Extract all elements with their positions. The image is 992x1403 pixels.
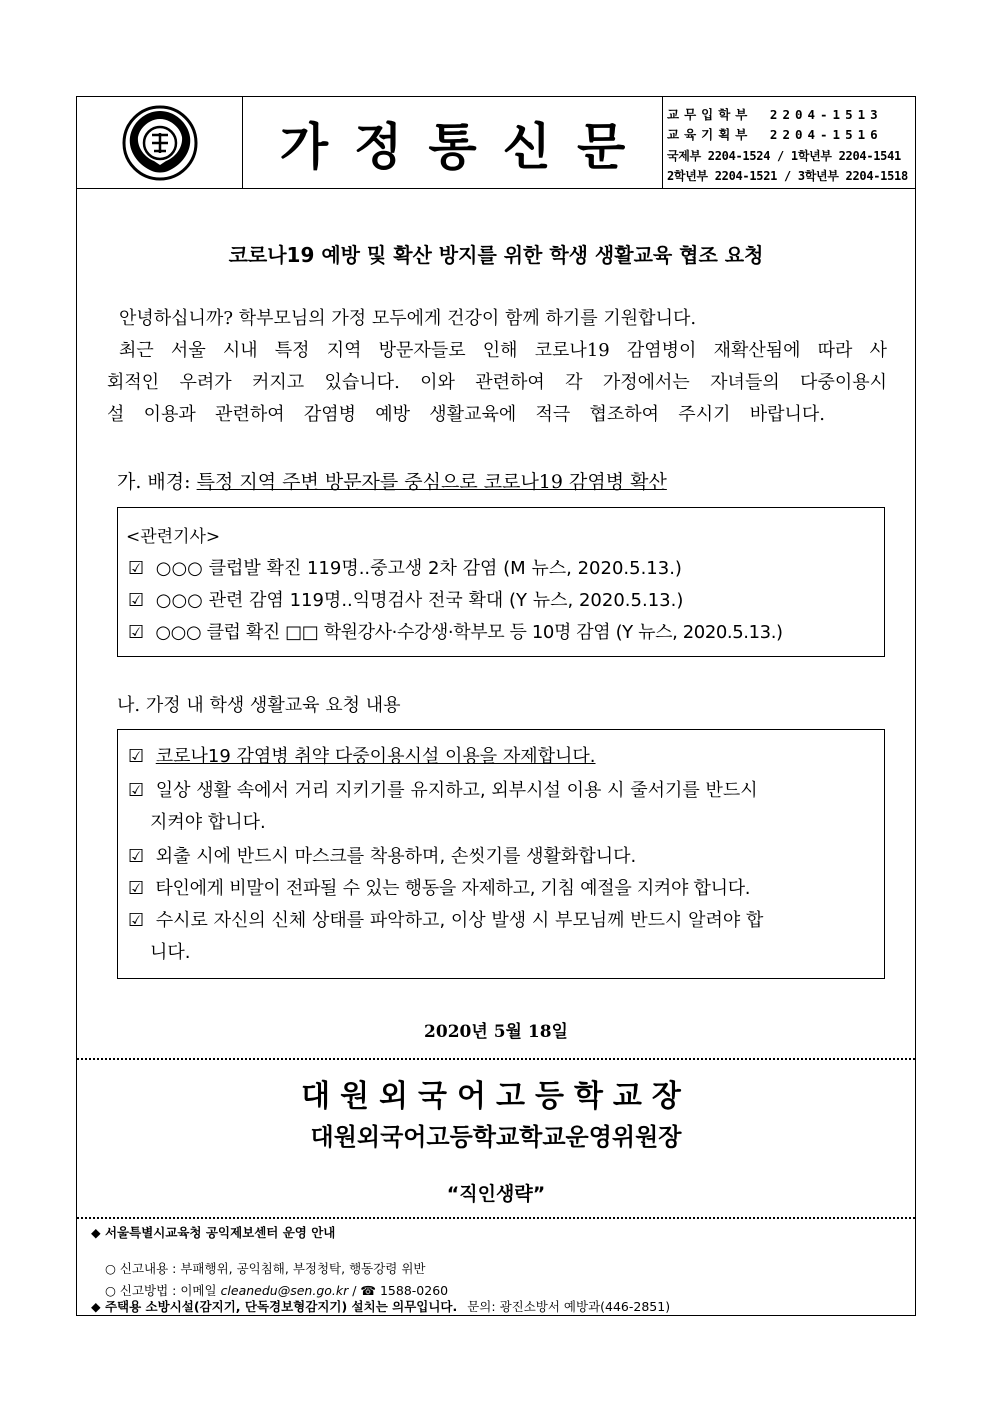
fire-safety-contact: 문의: 광진소방서 예방과(446-2851) <box>467 1299 671 1314</box>
whistleblower-notice-title: ◆ 서울특별시교육청 공익제보센터 운영 안내 <box>91 1225 336 1240</box>
section-background-label: 가. 배경: <box>117 471 191 493</box>
section-request-title: 나. 가정 내 학생 생활교육 요청 내용 <box>117 695 401 716</box>
checkbox-checked-icon: ☑ <box>128 780 145 801</box>
intro-line: 최근 서울 시내 특정 지역 방문자들로 인해 코로나19 감염병이 재확산됨에 따라 사 <box>119 340 887 361</box>
checkbox-checked-icon: ☑ <box>128 622 144 643</box>
contact-line-planning: 교육기획부 2204-1516 <box>667 127 883 142</box>
school-logo-cell <box>77 97 243 188</box>
list-item: ☑ ○○○ 관련 감염 119명..익명검사 전국 확대 (Y 뉴스, 2020.5.13.) <box>128 590 684 611</box>
related-news-heading: <관련기사> <box>126 527 221 547</box>
intro-line: 회적인 우려가 커지고 있습니다. 이와 관련하여 각 가정에서는 자녀들의 다중이용시 <box>107 372 887 393</box>
report-content: ○ 신고내용 : 부패행위, 공익침해, 부정청탁, 행동강령 위반 <box>105 1261 426 1276</box>
header <box>77 97 915 189</box>
checkbox-checked-icon: ☑ <box>128 746 145 767</box>
section-background-text: 특정 지역 주변 방문자를 중심으로 코로나19 감염병 확산 <box>196 471 667 493</box>
list-item: ☑ 수시로 자신의 신체 상태를 파악하고, 이상 발생 시 부모님께 반드시 알려야 합 <box>128 910 764 931</box>
report-email-link[interactable]: cleanedu@sen.go.kr <box>220 1283 349 1298</box>
list-item: ☑ 외출 시에 반드시 마스크를 착용하며, 손씻기를 생활화합니다. <box>128 846 637 867</box>
checkbox-checked-icon: ☑ <box>128 590 145 611</box>
checkbox-checked-icon: ☑ <box>128 558 145 579</box>
notice-frame <box>76 96 916 1316</box>
contact-line-admissions: 교무입학부 2204-1513 <box>667 107 883 122</box>
intro-line: 설 이용과 관련하여 감염병 예방 생활교육에 적극 협조하여 주시기 바랍니다. <box>107 404 825 425</box>
checkbox-checked-icon: ☑ <box>128 910 145 931</box>
document-title: 코로나19 예방 및 확산 방지를 위한 학생 생활교육 협조 요청 <box>228 243 764 267</box>
school-emblem-icon <box>120 103 200 183</box>
list-item: ☑ 일상 생활 속에서 거리 지키기를 유지하고, 외부시설 이용 시 줄서기를 반드시 <box>128 780 758 801</box>
title-cell <box>243 97 663 188</box>
list-item: ☑ 타인에게 비말이 전파될 수 있는 행동을 자제하고, 기침 예절을 지켜야 합니다. <box>128 878 751 899</box>
related-news-box <box>117 507 885 657</box>
divider <box>77 1058 915 1060</box>
seal-omitted-note: “직인생략” <box>446 1183 546 1205</box>
committee-signature: 대원외국어고등학교학교운영위원장 <box>310 1123 682 1151</box>
list-item: ☑ ○○○ 클럽발 확진 119명..중고생 2차 감염 (M 뉴스, 2020.5.13.) <box>128 558 682 579</box>
document-type-title: 가정통신문 <box>279 117 652 176</box>
issue-date: 2020년 5월 18일 <box>424 1022 568 1042</box>
contact-line-grades-2: 2학년부 2204-1521 / 3학년부 2204-1518 <box>667 169 908 183</box>
divider <box>77 1217 915 1219</box>
request-box <box>117 729 885 979</box>
checkbox-checked-icon: ☑ <box>128 846 145 867</box>
fire-safety-notice: ◆ 주택용 소방시설(감지기, 단독경보형감지기) 설치는 의무입니다. 문의: 광진소방서 예방과(446-2851) <box>91 1299 671 1314</box>
report-method: ○ 신고방법 : 이메일 cleanedu@sen.go.kr / ☎ 1588-0260 <box>105 1283 449 1298</box>
principal-signature: 대원외국어고등학교장 <box>301 1079 691 1114</box>
intro-paragraph <box>107 303 887 431</box>
report-phone: / ☎ 1588-0260 <box>352 1283 449 1298</box>
list-item-continuation: 지켜야 합니다. <box>150 812 266 833</box>
intro-line: 안녕하십니까? 학부모님의 가정 모두에게 건강이 함께 하기를 기원합니다. <box>119 308 697 329</box>
section-background <box>117 467 667 494</box>
list-item-continuation: 니다. <box>150 942 191 963</box>
checkbox-checked-icon: ☑ <box>128 878 144 899</box>
list-item: ☑ 코로나19 감염병 취약 다중이용시설 이용을 자제합니다. <box>128 746 596 767</box>
list-item: ☑ ○○○ 클럽 확진 □□ 학원강사·수강생·학부모 등 10명 감염 (Y 뉴스, 2020.5.13.) <box>128 622 783 643</box>
contact-line-grades-1: 국제부 2204-1524 / 1학년부 2204-1541 <box>667 149 901 163</box>
contact-cell <box>663 97 915 188</box>
